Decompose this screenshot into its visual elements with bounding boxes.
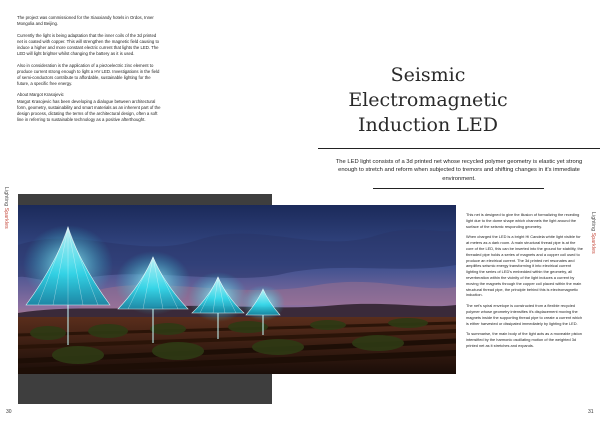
lamp-photo [18, 205, 456, 374]
subtitle-divider [373, 188, 544, 189]
right-paragraph-2: When charged the LED is a bright Hi Candela white light visible for at meters as a dark room. A main structural thread pipe is at the core of the LED, this can be inserted into the ground for stability, the threaded pipe holds a series of magnets and a copper coil used to produce an electrical current. The 3d printed net resonates and amplifies seismic energy transforming it into electrical current lighting the series of LED's embedded within the geometry, all reverberation within the vicinity of the light induces a current by moving the magnets through the copper coil placed within the main structural thread pipe, the principle behind this is electromagnetic induction. [466, 234, 583, 298]
article-title: Seismic Electromagnetic Induction LED [348, 64, 508, 136]
right-paragraph-3: The net's spiral envelope is constructed from a flexible recycled polymer whose geometry intensifies it's displacement moving the magnets inside the supporting thread pipe to create a current which is either harvested or dissipated immediately by lighting the LED. [466, 303, 583, 326]
right-paragraph-4: To summarise, the main body of the light acts as a moveable piston intensified by the harmonic oscillating motion of the weighted 3d printed net as it stretches and expands. [466, 331, 582, 348]
right-page-number: 31 [588, 409, 594, 415]
right-section-label [590, 212, 596, 254]
section-label-plain: Lighting [590, 212, 596, 233]
left-text-column [17, 15, 163, 128]
article-subtitle: The LED light consists of a 3d printed net whose recycled polymer geometry is elastic yet strong enough to stretch and reform when subjected to tremors and shifting changes in it's immediate environment. [335, 159, 583, 182]
title-divider [318, 148, 600, 149]
left-paragraph-2: Currently the light is being adaptation that the inner coils of the 3d printed net is coated with copper. This will strengthen the magnetic field causing to induce a higher and more constant electric current that lights the LED. The LED will light brighter whilst changing the battery as it is used. [17, 32, 160, 56]
right-text-column [466, 212, 583, 354]
left-paragraph-1: The project was commissioned for the Xiaoxiandy hotels in Ordos, Inner Mongolia and Beijing. [17, 15, 154, 27]
section-label-accent: Sparkles [3, 207, 9, 229]
right-paragraph-1: This net is designed to give the illusion of formalizing the receding light due to the dome shape which channels the light around the surface of the seismic responding geometry. [466, 212, 580, 229]
section-label-plain: Lighting [3, 187, 9, 208]
left-paragraph-4: About Margot Krasojevic Margot Krasojevic has been developing a dialogue between architectural form, geometry, sustainability and smart materials as an inherent part of the design process, dictating the terms of the architectural design, often a soft line in referring to sustainable technology as a positive afterthought. [17, 92, 161, 122]
left-paragraph-3: Also in consideration is the application of a piezoelectric zinc element to produce current strong enough to light a HV LED. Investigations in the field of semi-conductors contribute to affordable, sustainable lighting for the future, a specific free energy. [17, 62, 160, 86]
section-label-accent: Sparkles [590, 232, 596, 254]
left-section-label [3, 187, 9, 229]
left-page-number: 30 [6, 409, 12, 415]
